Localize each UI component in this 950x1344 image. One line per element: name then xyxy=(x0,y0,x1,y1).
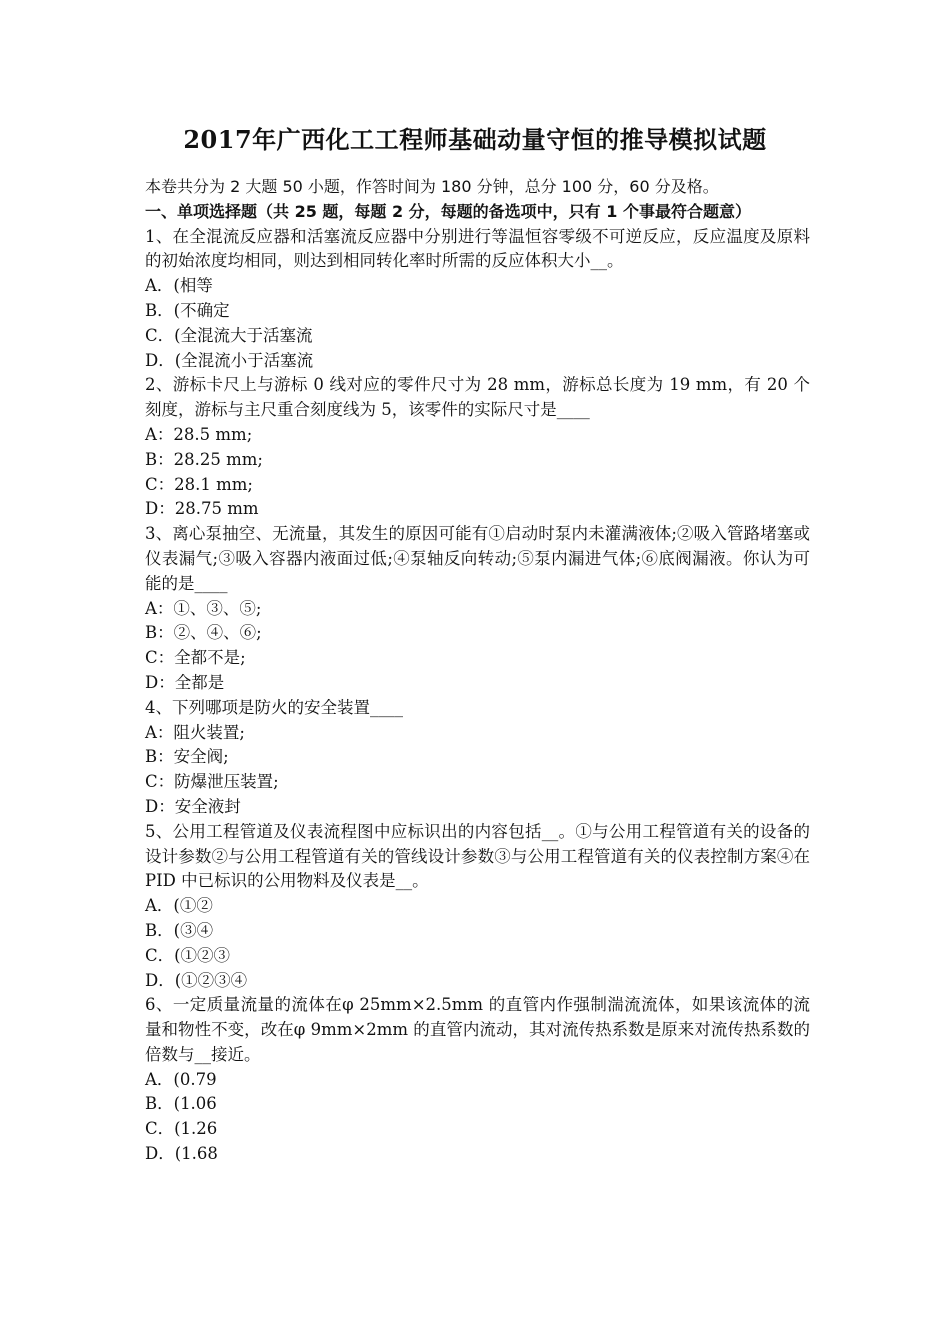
option-b: B：②、④、⑥; xyxy=(145,623,262,643)
option-a: A．(①② xyxy=(145,896,213,916)
option-b: B：安全阀; xyxy=(145,747,229,767)
question-text: 1、在全混流反应器和活塞流反应器中分别进行等温恒容零级不可逆反应，反应温度及原料的初始浓度均相同，则达到相同转化率时所需的反应体积大小__。 xyxy=(145,226,810,271)
option-c: C：28.1 mm; xyxy=(145,474,253,494)
option-c: C：全都不是; xyxy=(145,648,246,668)
option-d: D：全都是 xyxy=(145,672,225,692)
option-a: A：28.5 mm; xyxy=(145,424,253,444)
option-c: C．(①②③ xyxy=(145,945,231,965)
question-text: 5、公用工程管道及仪表流程图中应标识出的内容包括__。①与公用工程管道有关的设备的设计参数②与公用工程管道有关的管线设计参数③与公用工程管道有关的仪表控制方案④在 PID 中已标识的公用物料及仪表是__。 xyxy=(145,821,810,891)
option-a: A．(相等 xyxy=(145,276,213,296)
question-block xyxy=(145,522,810,696)
option-c: C：防爆泄压装置; xyxy=(145,772,279,792)
option-d: D：安全液封 xyxy=(145,796,241,816)
document-title: 2017年广西化工工程师基础动量守恒的推导模拟试题 xyxy=(183,125,767,154)
option-a: A．(0.79 xyxy=(145,1069,217,1089)
question-text: 4、下列哪项是防火的安全装置____ xyxy=(145,697,403,717)
section-heading: 一、单项选择题（共 25 题，每题 2 分，每题的备选项中，只有 1 个事最符合题意） xyxy=(145,201,751,221)
option-d: D．(全混流小于活塞流 xyxy=(145,350,314,370)
option-d: D：28.75 mm xyxy=(145,499,259,519)
question-text: 6、一定质量流量的流体在φ 25mm×2.5mm 的直管内作强制湍流流体，如果该流体的流量和物性不变，改在φ 9mm×2mm 的直管内流动，其对流传热系数是原来对流传热系数的倍数与__接近。 xyxy=(145,995,810,1064)
option-b: B：28.25 mm; xyxy=(145,449,263,469)
option-a: A：①、③、⑤; xyxy=(145,598,262,618)
option-b: B．(③④ xyxy=(145,920,214,940)
question-text: 3、离心泵抽空、无流量，其发生的原因可能有①启动时泵内未灌满液体;②吸入管路堵塞或仪表漏气;③吸入容器内液面过低;④泵轴反向转动;⑤泵内漏进气体;⑥底阀漏液。你认为可能的是____ xyxy=(145,524,810,593)
option-a: A：阻火装置; xyxy=(145,722,245,742)
question-block xyxy=(145,225,810,374)
question-block xyxy=(145,993,810,1167)
exam-intro: 本卷共分为 2 大题 50 小题，作答时间为 180 分钟，总分 100 分，60 分及格。 xyxy=(145,177,719,196)
option-d: D．(1.68 xyxy=(145,1144,218,1164)
option-b: B．(不确定 xyxy=(145,300,230,320)
question-block xyxy=(145,696,810,820)
document-body xyxy=(145,175,810,1167)
option-d: D．(①②③④ xyxy=(145,970,248,990)
option-c: C．(全混流大于活塞流 xyxy=(145,325,313,345)
question-block xyxy=(145,373,810,522)
question-text: 2、游标卡尺上与游标 0 线对应的零件尺寸为 28 mm，游标总长度为 19 mm，有 20 个刻度，游标与主尺重合刻度线为 5，该零件的实际尺寸是____ xyxy=(145,375,810,420)
question-block xyxy=(145,820,810,994)
option-b: B．(1.06 xyxy=(145,1094,217,1114)
option-c: C．(1.26 xyxy=(145,1119,218,1139)
